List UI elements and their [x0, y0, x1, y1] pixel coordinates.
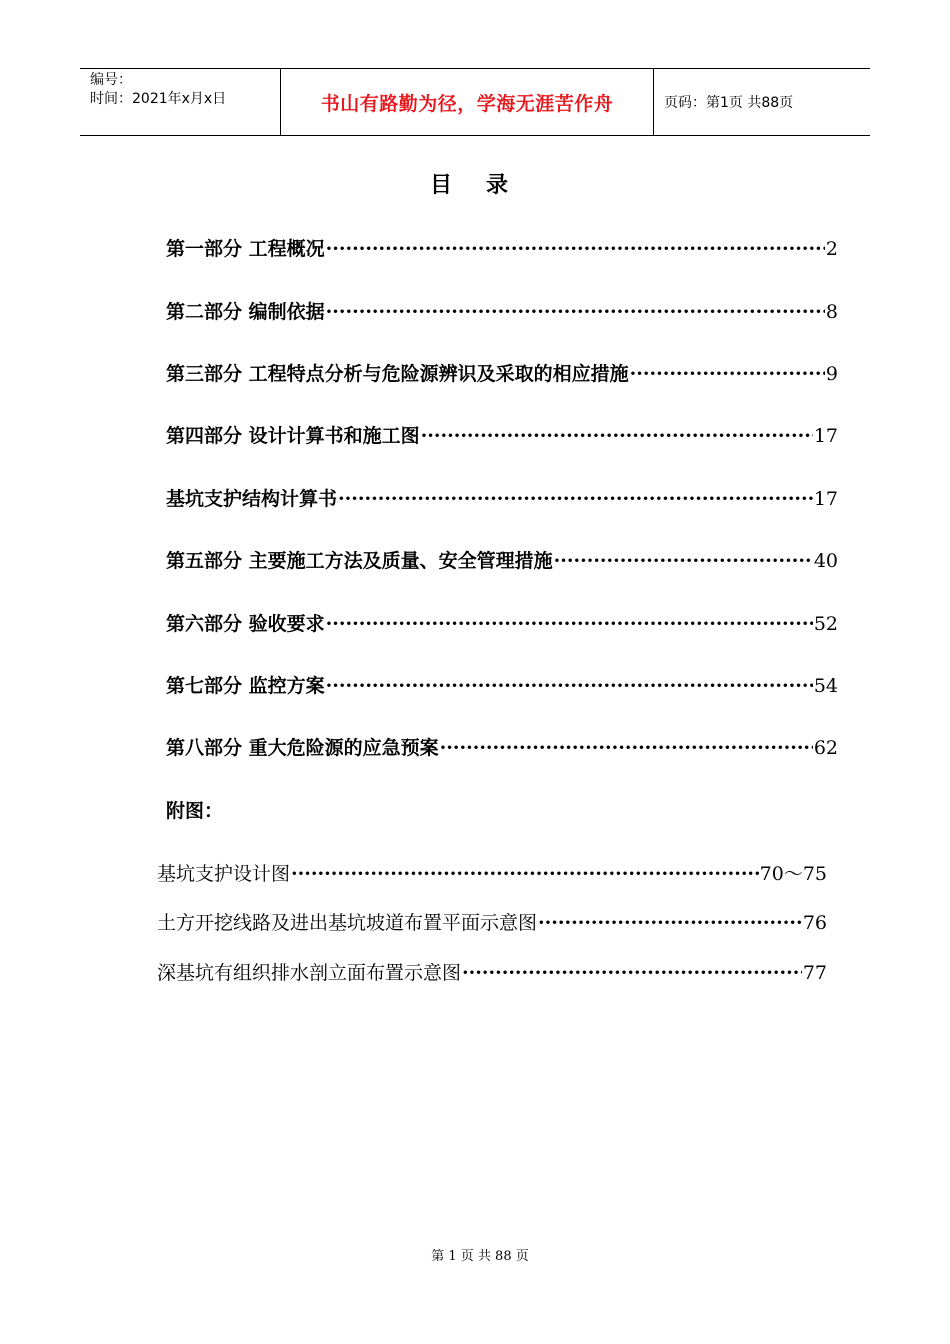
header-page-info: 页码：第1页 共88页 [664, 95, 794, 111]
toc-entry[interactable] [166, 234, 838, 264]
toc-entry[interactable] [166, 359, 838, 389]
toc-entry-page: 52 [813, 613, 838, 635]
dot-leader [554, 550, 813, 572]
toc-entry-page: 54 [813, 675, 838, 697]
appendix-entry-label: 深基坑有组织排水剖立面布置示意图 [157, 962, 462, 984]
toc-entry-label: 第六部分 验收要求 [166, 613, 325, 635]
page-footer: 第 1 页 共 88 页 [431, 1249, 529, 1264]
toc-entry[interactable] [166, 733, 838, 763]
appendix-title: 附图： [166, 800, 224, 822]
toc-entry[interactable] [166, 421, 838, 451]
toc-entry-label: 第七部分 监控方案 [166, 675, 325, 697]
toc-entry-label: 第一部分 工程概况 [166, 238, 325, 260]
toc-entry[interactable] [166, 297, 838, 327]
toc-entry-label: 第二部分 编制依据 [166, 301, 325, 323]
appendix-entry-page: 76 [802, 912, 827, 934]
toc-entry-label: 基坑支护结构计算书 [166, 488, 338, 510]
header-motto: 书山有路勤为径，学海无涯苦作舟 [281, 69, 654, 135]
appendix-entry-label: 土方开挖线路及进出基坑坡道布置平面示意图 [157, 912, 538, 934]
dot-leader [326, 238, 825, 260]
time-label: 时间：2021年x月x日 [90, 91, 227, 107]
toc-entry-page: 2 [825, 238, 838, 260]
appendix-entry-page: 70～75 [759, 863, 827, 885]
toc-entry-label: 第四部分 设计计算书和施工图 [166, 425, 420, 447]
toc-entry-label: 第五部分 主要施工方法及质量、安全管理措施 [166, 550, 553, 572]
toc-entry-page: 17 [813, 488, 838, 510]
toc-entry-page: 40 [813, 550, 838, 572]
toc-entry-page: 8 [825, 301, 838, 323]
dot-leader [440, 737, 813, 759]
appendix-entry[interactable] [157, 908, 827, 938]
appendix-entry-label: 基坑支护设计图 [157, 863, 291, 885]
dot-leader [630, 363, 825, 385]
dot-leader [462, 962, 802, 984]
toc-entry[interactable] [166, 546, 838, 576]
header-meta-cell [80, 69, 281, 135]
dot-leader [538, 912, 802, 934]
appendix-entry[interactable] [157, 859, 827, 889]
dot-leader [326, 301, 825, 323]
document-header [80, 68, 870, 136]
dot-leader [326, 675, 813, 697]
toc-entry[interactable] [166, 609, 838, 639]
toc-entry-page: 62 [813, 737, 838, 759]
dot-leader [326, 613, 813, 635]
toc-entry-page: 9 [825, 363, 838, 385]
dot-leader [338, 488, 813, 510]
appendix-entry-page: 77 [802, 962, 827, 984]
toc-entry-label: 第三部分 工程特点分析与危险源辨识及采取的相应措施 [166, 363, 629, 385]
toc-entry-page: 17 [813, 425, 838, 447]
appendix-entry[interactable] [157, 958, 827, 988]
dot-leader [291, 863, 759, 885]
number-label: 编号： [90, 72, 132, 88]
toc-entry[interactable] [166, 671, 838, 701]
toc-entry-label: 第八部分 重大危险源的应急预案 [166, 737, 439, 759]
dot-leader [421, 425, 813, 447]
toc-title: 目录 [429, 173, 542, 198]
toc-entry[interactable] [166, 484, 838, 514]
